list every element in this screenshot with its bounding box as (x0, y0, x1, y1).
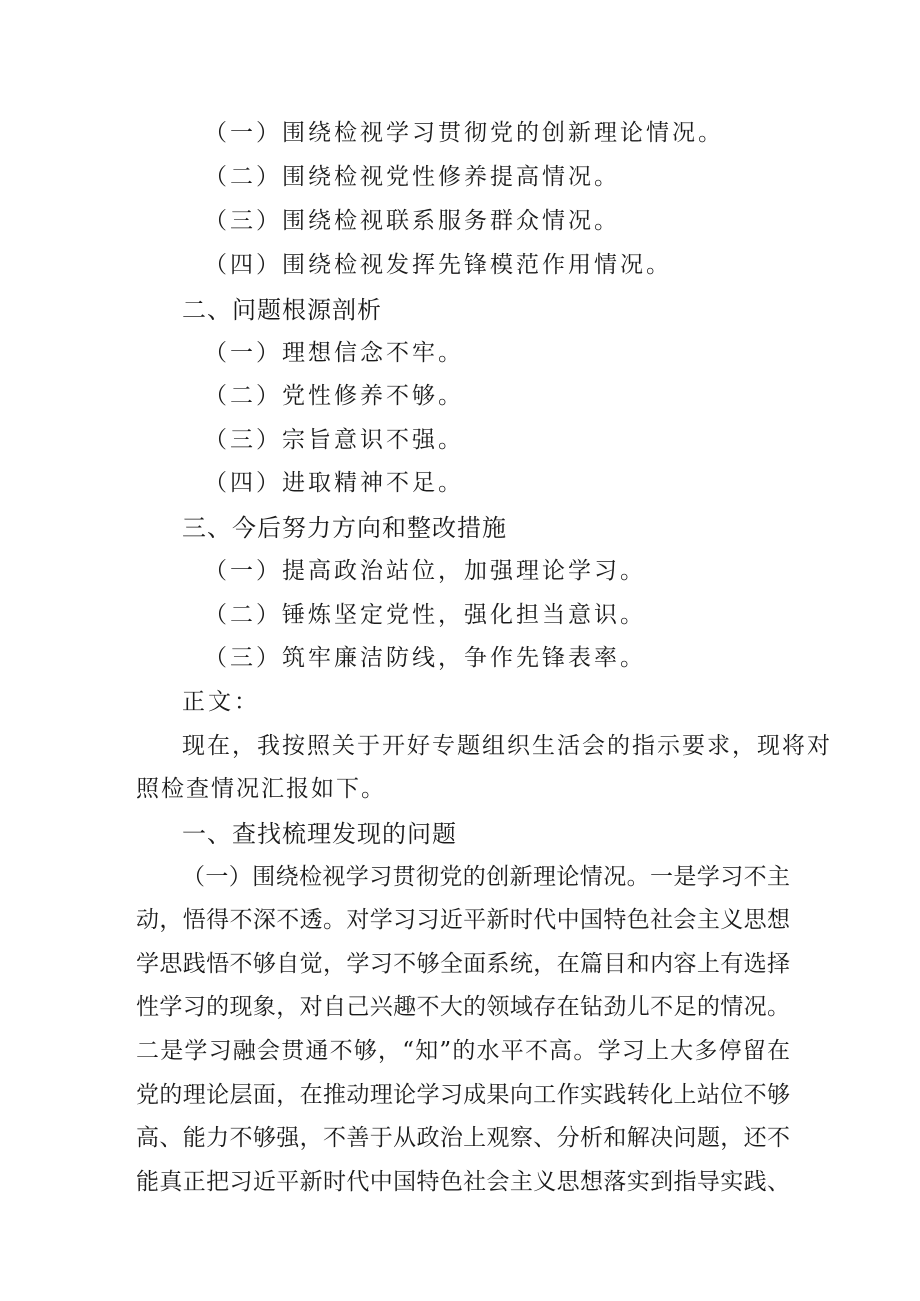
outline-item-2-2: （二）党性修养不够。 (204, 383, 464, 409)
paragraph-line: 二是学习融会贯通不够，“知”的水平不高。学习上大多停留在 (136, 1038, 790, 1064)
outline-item-2-4: （四）进取精神不足。 (204, 470, 464, 496)
outline-item-1-2: （二）围绕检视党性修养提高情况。 (204, 164, 620, 190)
outline-item-1-1: （一）围绕检视学习贯彻党的创新理论情况。 (204, 120, 724, 146)
section-heading-3: 三、今后努力方向和整改措施 (182, 514, 507, 542)
paragraph-line: 能真正把习近平新时代中国特色社会主义思想落实到指导实践、 (136, 1169, 790, 1195)
outline-item-2-1: （一）理想信念不牢。 (204, 340, 464, 366)
paragraph-line: （一）围绕检视学习贯彻党的创新理论情况。一是学习不主 (182, 864, 790, 890)
intro-line-1: 现在，我按照关于开好专题组织生活会的指示要求，现将对 (182, 733, 832, 759)
outline-item-1-4: （四）围绕检视发挥先锋模范作用情况。 (204, 252, 672, 278)
paragraph-line: 动，悟得不深不透。对学习习近平新时代中国特色社会主义思想 (136, 907, 790, 933)
paragraph-line: 学思践悟不够自觉，学习不够全面系统，在篇目和内容上有选择 (136, 951, 790, 977)
body-heading-1: 一、查找梳理发现的问题 (182, 820, 457, 848)
outline-item-2-3: （三）宗旨意识不强。 (204, 427, 464, 453)
body-label: 正文： (182, 689, 260, 715)
outline-item-3-2: （二）锤炼坚定党性，强化担当意识。 (204, 602, 646, 628)
outline-item-1-3: （三）围绕检视联系服务群众情况。 (204, 208, 620, 234)
paragraph-line: 党的理论层面，在推动理论学习成果向工作实践转化上站位不够 (136, 1082, 790, 1108)
outline-item-3-3: （三）筑牢廉洁防线，争作先锋表率。 (204, 645, 646, 671)
paragraph-line: 高、能力不够强，不善于从政治上观察、分析和解决问题，还不 (136, 1125, 790, 1151)
intro-line-2: 照检查情况汇报如下。 (136, 776, 386, 802)
outline-item-3-1: （一）提高政治站位，加强理论学习。 (204, 558, 646, 584)
section-heading-2: 二、问题根源剖析 (182, 296, 382, 324)
paragraph-line: 性学习的现象，对自己兴趣不大的领域存在钻劲儿不足的情况。 (136, 994, 790, 1020)
